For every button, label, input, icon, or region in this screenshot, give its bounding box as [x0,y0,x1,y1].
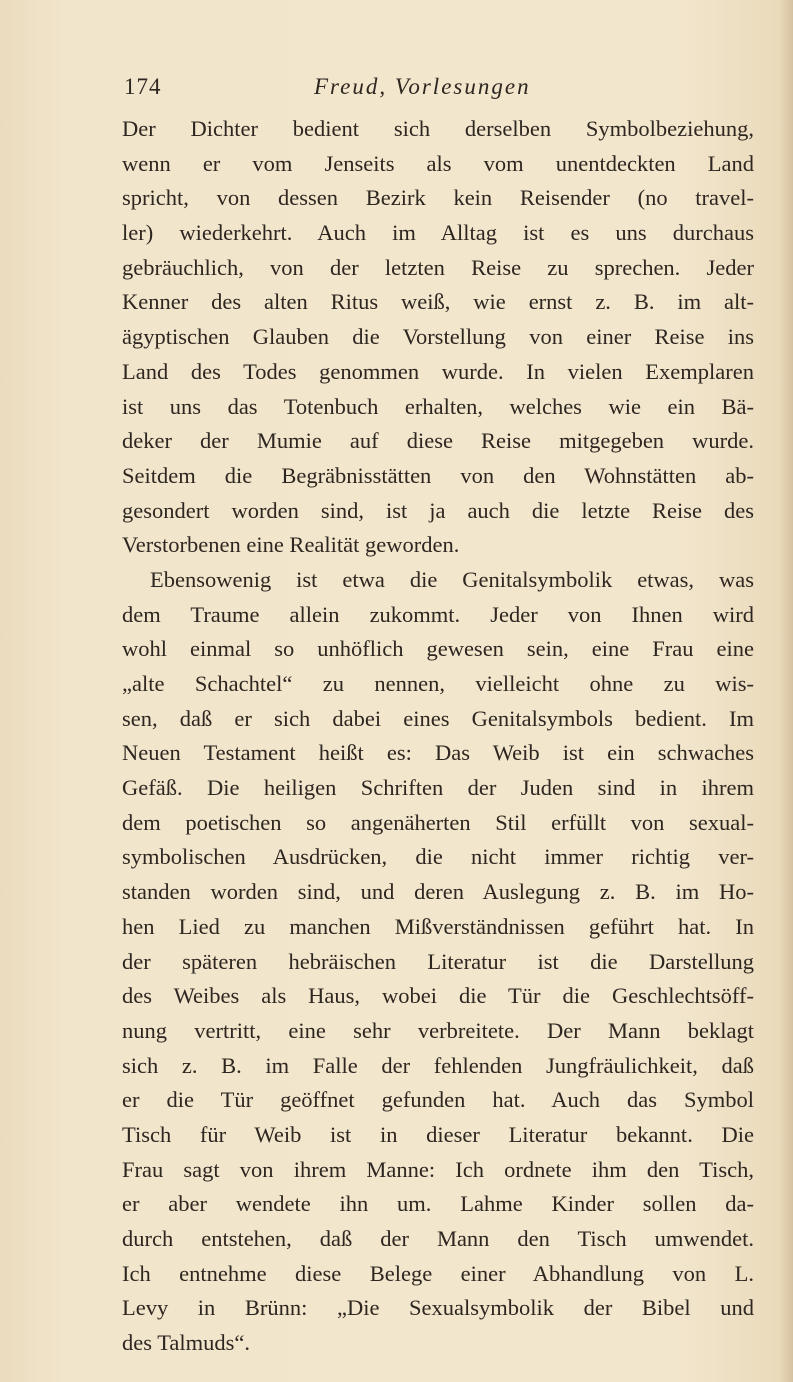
text-line: Ebensowenig ist etwa die Genitalsymbolik etwas, was [150,566,754,592]
page-number: 174 [124,74,162,99]
text-line: „alte Schachtel“ zu nennen, vielleicht ohne zu wis- [122,671,754,696]
text-line: Ich entnehme diese Belege einer Abhandlung von L. [122,1260,754,1286]
text-line: nung vertritt, eine sehr verbreitete. Der Mann beklagt [122,1017,754,1043]
text-line: Land des Todes genommen wurde. In vielen Exemplaren [122,358,754,384]
text-line: Frau sagt von ihrem Manne: Ich ordnete ihm den Tisch, [122,1156,754,1182]
text-line: Der Dichter bedient sich derselben Symbolbeziehung, [122,116,754,141]
text-line: gebräuchlich, von der letzten Reise zu sprechen. Jeder [122,254,754,280]
text-line: dem Traume allein zukommt. Jeder von Ihnen wird [122,601,754,627]
text-line: Neuen Testament heißt es: Das Weib ist ein schwaches [122,740,754,766]
text-line: wohl einmal so unhöflich gewesen sein, eine Frau eine [122,636,754,662]
text-line: des Weibes als Haus, wobei die Tür die Geschlechtsöff- [122,983,754,1009]
text-line: symbolischen Ausdrücken, die nicht immer richtig ver- [122,844,754,870]
text-line: hen Lied zu manchen Mißverständnissen geführt hat. In [122,913,754,939]
text-line: Seitdem die Begräbnisstätten von den Wohnstätten ab- [122,462,754,488]
text-line: deker der Mumie auf diese Reise mitgegeben wurde. [122,428,754,454]
text-line: Kenner des alten Ritus weiß, wie ernst z. B. im alt- [122,289,754,315]
text-line: ist uns das Totenbuch erhalten, welches wie ein Bä- [122,393,754,419]
text-line: gesondert worden sind, ist ja auch die letzte Reise des [122,497,754,523]
text-line: wenn er vom Jenseits als vom unentdeckten Land [122,150,754,176]
text-line: Levy in Brünn: „Die Sexualsymbolik der Bibel und [122,1295,754,1321]
text-line: er aber wendete ihn um. Lahme Kinder sollen da- [122,1191,754,1217]
body-text [122,112,754,1361]
text-line: ägyptischen Glauben die Vorstellung von einer Reise ins [122,324,754,350]
text-line: sen, daß er sich dabei eines Genitalsymbols bedient. Im [122,705,754,731]
text-line: dem poetischen so angenäherten Stil erfüllt von sexual- [122,809,754,835]
running-title: Freud, Vorlesungen [314,74,531,99]
text-line: der späteren hebräischen Literatur ist die Darstellung [122,948,754,974]
text-line: standen worden sind, und deren Auslegung z. B. im Ho- [122,879,754,905]
text-line: des Talmuds“. [122,1330,250,1356]
text-line: spricht, von dessen Bezirk kein Reisender (no travel- [122,185,754,211]
text-line: durch entstehen, daß der Mann den Tisch umwendet. [122,1226,754,1251]
text-line: Gefäß. Die heiligen Schriften der Juden sind in ihrem [122,775,754,801]
page-edge-shadow [779,0,793,1382]
page-header [124,72,664,108]
text-line: ler) wiederkehrt. Auch im Alltag ist es uns durchaus [122,220,754,246]
text-line: Verstorbenen eine Realität geworden. [122,532,460,558]
text-line: er die Tür geöffnet gefunden hat. Auch das Symbol [122,1087,754,1113]
text-line: Tisch für Weib ist in dieser Literatur bekannt. Die [122,1121,754,1147]
text-line: sich z. B. im Falle der fehlenden Jungfräulichkeit, daß [122,1052,754,1078]
